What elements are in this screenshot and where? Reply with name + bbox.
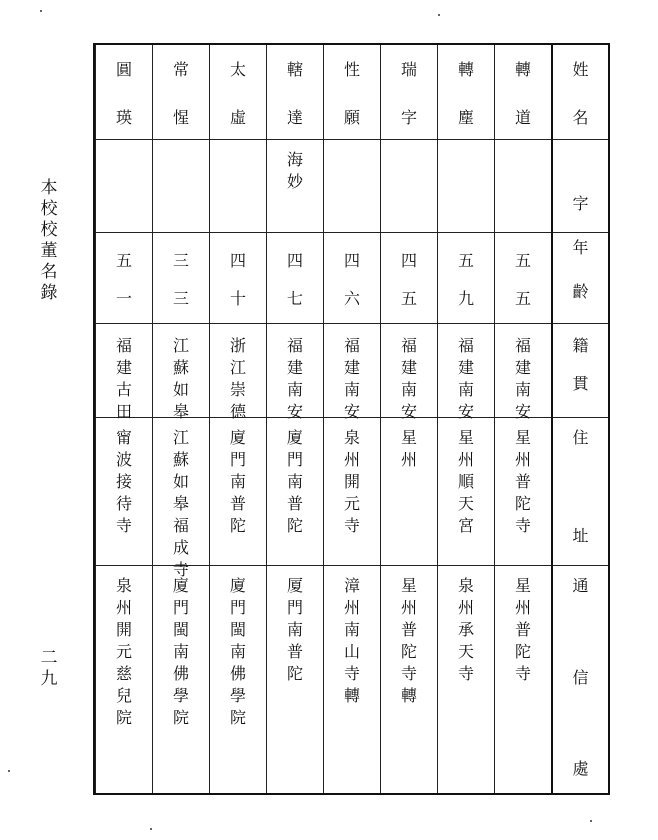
page-number: 二九 xyxy=(40,648,58,689)
abode-cell: 星州普陀寺 xyxy=(514,428,531,535)
age-cell: 五 九 xyxy=(457,251,474,308)
mail-cell: 泉州開元慈兒院 xyxy=(115,576,132,727)
origin-cell: 江蘇如皋 xyxy=(172,336,189,421)
header-abode: 住 址 xyxy=(572,428,589,545)
name-cell: 轉 塵 xyxy=(457,60,474,127)
scan-speck xyxy=(8,770,10,772)
dharma-cell xyxy=(153,149,209,219)
abode-cell: 廈門南普陀 xyxy=(229,428,246,535)
directory-table xyxy=(93,43,610,795)
header-column xyxy=(551,45,608,793)
abode-cell: 廈門南普陀 xyxy=(286,428,303,535)
name-cell: 圓 瑛 xyxy=(115,60,132,127)
age-cell: 四 七 xyxy=(286,251,303,308)
mail-cell: 星州普陀寺 xyxy=(514,576,531,683)
name-cell: 太 虛 xyxy=(229,60,246,127)
age-cell: 五 一 xyxy=(115,251,132,308)
abode-cell: 星州順天宮 xyxy=(457,428,474,535)
side-title: 本校校董名錄 xyxy=(40,178,58,303)
entry-column xyxy=(266,45,323,793)
mail-cell: 星州普陀寺轉 xyxy=(400,576,417,705)
mail-cell: 廈門閩南佛學院 xyxy=(229,576,246,727)
age-cell: 三 三 xyxy=(172,251,189,308)
abode-cell: 泉州開元寺 xyxy=(343,428,360,535)
dharma-cell xyxy=(210,149,266,219)
origin-cell: 福建南安 xyxy=(457,336,474,421)
scan-speck xyxy=(40,10,42,12)
abode-cell: 江蘇如皋福成寺 xyxy=(172,428,189,579)
dharma-cell xyxy=(324,149,380,219)
name-cell: 性 願 xyxy=(343,60,360,127)
scan-speck xyxy=(590,820,592,822)
scan-speck xyxy=(438,14,440,16)
origin-cell: 福建南安 xyxy=(400,336,417,421)
name-cell: 瑞 字 xyxy=(400,60,417,127)
name-cell: 常 惺 xyxy=(172,60,189,127)
age-cell: 五 五 xyxy=(514,251,531,308)
abode-cell: 星州 xyxy=(400,428,417,469)
entry-column xyxy=(152,45,209,793)
age-cell: 四 五 xyxy=(400,251,417,308)
origin-cell: 福建古田 xyxy=(115,336,132,421)
dharma-cell xyxy=(495,149,551,219)
entry-column xyxy=(437,45,494,793)
header-origin: 籍 貫 xyxy=(572,336,589,393)
age-cell: 四 十 xyxy=(229,251,246,308)
origin-cell: 浙江崇德 xyxy=(229,336,246,421)
header-mail: 通 信 處 xyxy=(572,576,589,778)
entry-column xyxy=(209,45,266,793)
name-cell: 轉 道 xyxy=(514,60,531,127)
scan-speck xyxy=(150,828,152,830)
name-cell: 轄 達 xyxy=(286,60,303,127)
mail-cell: 廈門閩南佛學院 xyxy=(172,576,189,727)
header-dharma-age: 字 年 齡 xyxy=(572,194,589,301)
entry-column xyxy=(323,45,380,793)
origin-cell: 福建南安 xyxy=(286,336,303,421)
mail-cell: 漳州南山寺轉 xyxy=(343,576,360,705)
dharma-cell: 海妙 xyxy=(286,150,303,191)
dharma-cell xyxy=(438,149,494,219)
mail-cell: 厦門南普陀 xyxy=(286,576,303,683)
header-name: 姓 名 xyxy=(572,60,589,127)
origin-cell: 福建南安 xyxy=(343,336,360,421)
entry-column xyxy=(494,45,551,793)
age-cell: 四 六 xyxy=(343,251,360,308)
abode-cell: 甯波接待寺 xyxy=(115,428,132,535)
origin-cell: 福建南安 xyxy=(514,336,531,421)
mail-cell: 泉州承天寺 xyxy=(457,576,474,683)
entry-column xyxy=(95,45,152,793)
dharma-cell xyxy=(381,149,437,219)
entry-column xyxy=(380,45,437,793)
dharma-cell xyxy=(96,149,152,219)
